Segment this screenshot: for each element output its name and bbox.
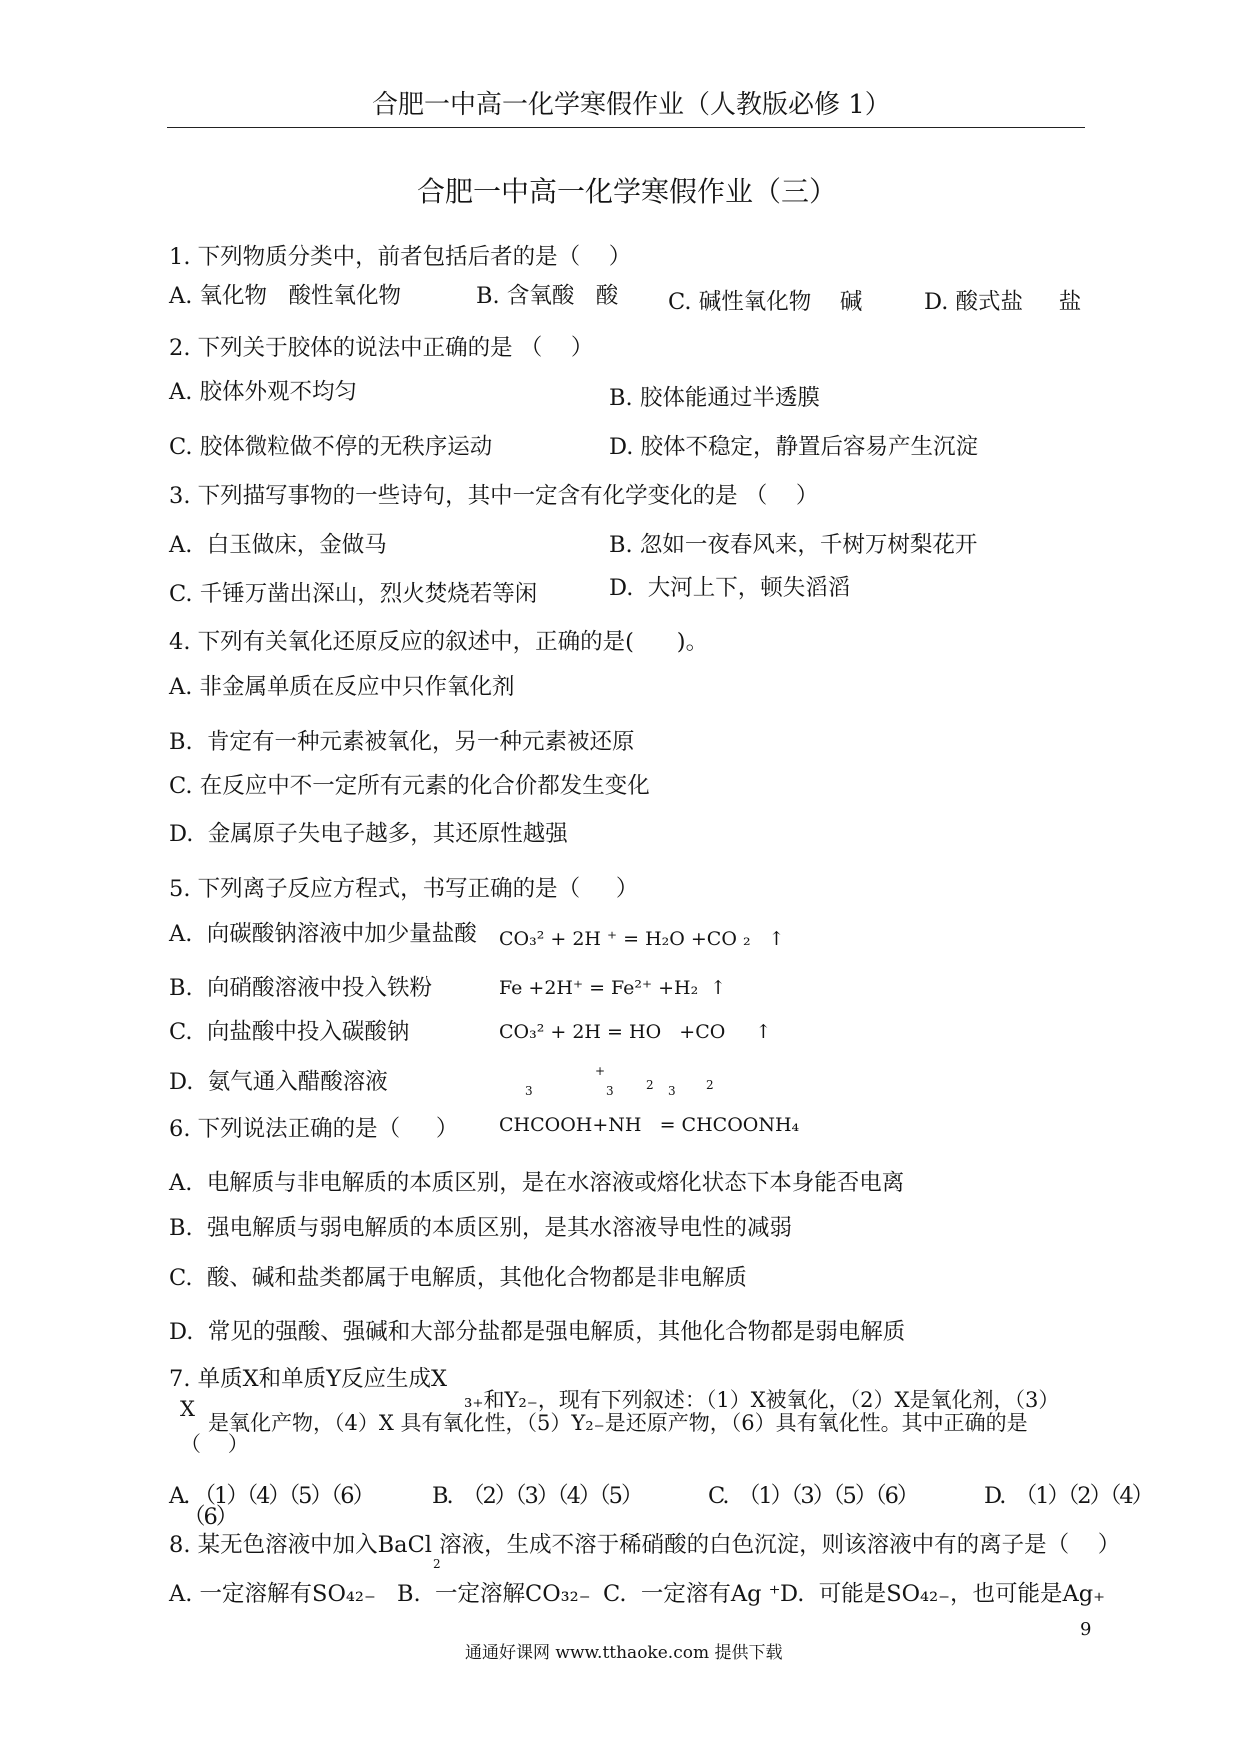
page-number: 9 [1080,1619,1092,1640]
question-8-option-b: B. 一定溶解CO₃₂₋ [397,1581,591,1607]
stray-subscript: 2 [706,1078,714,1092]
question-7-option-c: C. （1）（3）（5）（6） [708,1483,918,1509]
question-8-stem: 8. 某无色溶液中加入BaCl 溶液，生成不溶于稀硝酸的白色沉淀，则该溶液中有的离子是（ ） [169,1532,1121,1558]
question-5-option-c: C. 向盐酸中投入碳酸钠 [169,1019,410,1045]
question-4-option-a: A. 非金属单质在反应中只作氧化剂 [169,674,515,700]
question-4-option-b: B. 肯定有一种元素被氧化，另一种元素被还原 [169,729,635,755]
question-3-option-a: A. 白玉做床，金做马 [169,532,387,558]
question-2-option-d: D. 胶体不稳定，静置后容易产生沉淀 [609,434,979,460]
question-8-stem-subscript: 2 [433,1557,441,1571]
question-7-stem-line-2: ₃₊和Y₂₋，现有下列叙述：（1）X被氧化，（2）X是氧化剂，（3） [464,1388,1060,1412]
stray-subscript: 2 [646,1078,654,1092]
question-3-option-d: D. 大河上下，顿失滔滔 [609,575,851,601]
question-6-option-b: B. 强电解质与弱电解质的本质区别，是其水溶液导电性的减弱 [169,1215,792,1241]
question-5-equation-a: CO₃² + 2H ⁺ = H₂O +CO ₂ ↑ [499,928,785,950]
question-7-option-d-wrap: （6） [183,1504,237,1530]
question-7-stem-line-3: 是氧化产物，（4）X 具有氧化性，（5）Y₂₋是还原产物，（6）具有氧化性。其中正确的是 [208,1411,1028,1435]
question-6-option-d: D. 常见的强酸、强碱和大部分盐都是强电解质，其他化合物都是弱电解质 [169,1319,906,1345]
question-2-option-c: C. 胶体微粒做不停的无秩序运动 [169,434,493,460]
question-6-stem: 6. 下列说法正确的是（ ） [169,1116,459,1142]
header-rule [167,127,1085,128]
question-5-stem: 5. 下列离子反应方程式，书写正确的是（ ） [169,876,639,902]
stray-superscript: + [595,1064,606,1078]
question-1-option-c: C. 碱性氧化物 碱 [668,289,863,315]
question-7-stem: 7. 单质X和单质Y反应生成X [169,1366,448,1392]
question-3-stem: 3. 下列描写事物的一些诗句，其中一定含有化学变化的是 （ ） [169,483,819,509]
question-5-option-a: A. 向碳酸钠溶液中加少量盐酸 [169,921,477,947]
question-2-option-b: B. 胶体能通过半透膜 [609,385,820,411]
question-1-option-a: A. 氧化物 酸性氧化物 [169,283,402,309]
question-5-option-b: B. 向硝酸溶液中投入铁粉 [169,975,432,1001]
question-4-option-c: C. 在反应中不一定所有元素的化合价都发生变化 [169,773,650,799]
question-1-option-b: B. 含氧酸 酸 [476,283,619,309]
document-title: 合肥一中高一化学寒假作业（三） [417,175,838,208]
stray-subscript: 3 [525,1084,533,1098]
question-7-answer-brackets: （ ） [180,1432,249,1456]
question-5-equation-d: CHCOOH+NH = CHCOONH₄ [499,1114,800,1136]
question-4-option-d: D. 金属原子失电子越多，其还原性越强 [169,821,568,847]
question-2-stem: 2. 下列关于胶体的说法中正确的是 （ ） [169,335,594,361]
question-1-option-d: D. 酸式盐 盐 [924,289,1082,315]
running-header: 合肥一中高一化学寒假作业（人教版必修 1） [372,90,891,120]
question-5-equation-c: CO₃² + 2H = HO +CO ↑ [499,1021,772,1043]
question-5-equation-b: Fe +2H⁺ = Fe²⁺ +H₂ ↑ [499,977,727,999]
question-3-option-c: C. 千锤万凿出深山，烈火焚烧若等闲 [169,581,538,607]
question-8-option-d: D. 可能是SO₄₂₋，也可能是Ag₊ [780,1581,1105,1607]
question-8-option-a: A. 一定溶解有SO₄₂₋ [169,1581,376,1607]
question-4-stem: 4. 下列有关氧化还原反应的叙述中，正确的是( )。 [169,629,709,655]
question-6-option-c: C. 酸、碱和盐类都属于电解质，其他化合物都是非电解质 [169,1265,747,1291]
stray-subscript: 3 [668,1084,676,1098]
stray-subscript: 3 [606,1084,614,1098]
question-6-option-a: A. 电解质与非电解质的本质区别，是在水溶液或熔化状态下本身能否电离 [169,1170,905,1196]
question-2-option-a: A. 胶体外观不均匀 [169,379,358,405]
question-5-option-d: D. 氨气通入醋酸溶液 [169,1069,388,1095]
question-7-option-b: B. （2）（3）（4）（5） [432,1483,642,1509]
question-7-option-a: A. （1）（4）（5）（6） [169,1483,374,1509]
question-7-option-d: D. （1）（2）（4） [984,1483,1153,1509]
question-3-option-b: B. 忽如一夜春风来，千树万树梨花开 [609,532,978,558]
question-1-stem: 1. 下列物质分类中，前者包括后者的是（ ） [169,244,632,270]
question-7-stem-fragment: X [180,1397,195,1421]
footer-source: 通通好课网 www.tthaoke.com 提供下载 [465,1643,783,1663]
question-8-option-c: C. 一定溶有Ag ⁺ [603,1581,781,1607]
